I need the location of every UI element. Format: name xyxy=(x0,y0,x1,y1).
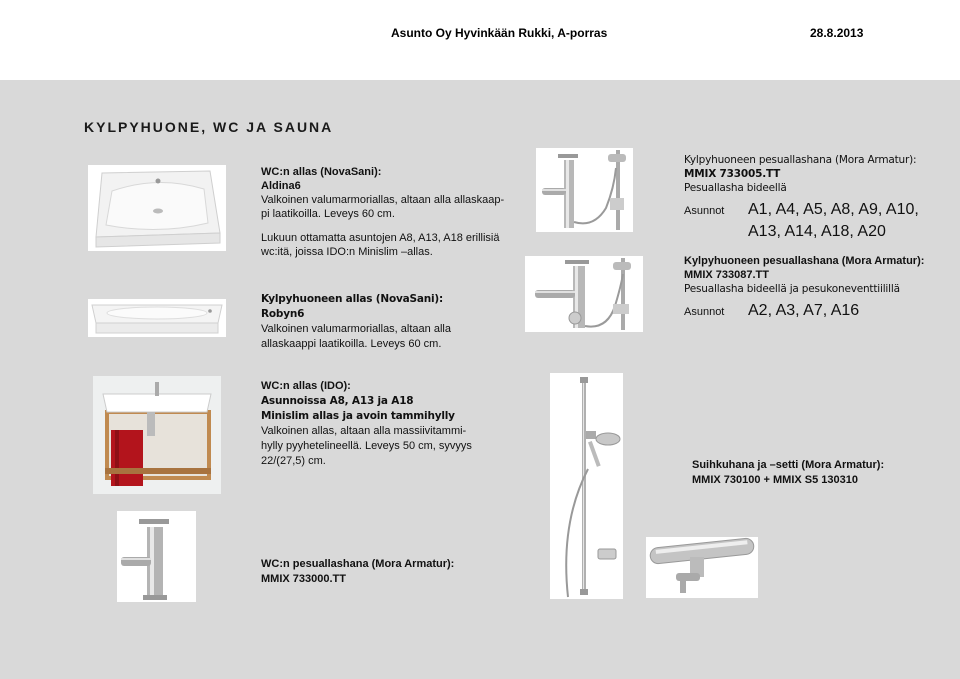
block4-apts: A2, A3, A7, A16 xyxy=(748,302,860,319)
company-name: Asunto Oy Hyvinkään Rukki, A-porras xyxy=(391,26,608,40)
block1-desc1: Valkoinen valumarmoriallas, altaan alla allaskaap- xyxy=(261,194,505,206)
block3-apt-label: Asunnot xyxy=(684,205,725,217)
block1-model: Aldina6 xyxy=(261,180,301,192)
block5-desc2: hylly pyyhetelineellä. Leveys 50 cm, syvyys xyxy=(261,440,472,452)
block2-desc1: Valkoinen valumarmoriallas, altaan alla xyxy=(261,323,451,335)
block3-desc: Pesuallasha bideellä xyxy=(684,182,787,194)
block7-model: MMIX 733000.TT xyxy=(261,573,346,585)
block3-apts1: A1, A4, A5, A8, A9, A10, xyxy=(748,201,919,218)
faucet-bidet-image xyxy=(536,148,633,232)
wc-basin-novasani-text xyxy=(261,165,521,259)
shower-set-image xyxy=(550,373,623,599)
block4-apt-label: Asunnot xyxy=(684,306,725,318)
shower-set-text xyxy=(692,458,952,488)
block5-line1: Asunnoissa A8, A13 ja A18 xyxy=(261,395,414,407)
block1-desc2: pi laatikoilla. Leveys 60 cm. xyxy=(261,208,395,220)
faucet-bidet-valve-image xyxy=(525,256,643,332)
block3-title: Kylpyhuoneen pesuallashana (Mora Armatur): xyxy=(684,154,917,166)
block2-title: Kylpyhuoneen allas (NovaSani): xyxy=(261,293,444,305)
block4-title: Kylpyhuoneen pesuallashana (Mora Armatur): xyxy=(684,255,925,267)
block3-apts2: A13, A14, A18, A20 xyxy=(748,223,886,240)
thermostatic-mixer-image xyxy=(646,537,758,598)
document-date: 28.8.2013 xyxy=(810,26,864,40)
block1-note1: Lukuun ottamatta asuntojen A8, A13, A18 erillisiä xyxy=(261,232,500,244)
aldina-basin-image xyxy=(88,165,226,251)
block5-line2: Minislim allas ja avoin tammihylly xyxy=(261,410,455,422)
wc-faucet-image xyxy=(117,511,196,602)
block6-title: Suihkuhana ja –setti (Mora Armatur): xyxy=(692,459,885,471)
robyn-basin-image xyxy=(88,299,226,337)
minislim-basin-image xyxy=(93,376,221,494)
bathroom-faucet-733005-text xyxy=(684,153,954,243)
block2-desc2: allaskaappi laatikoilla. Leveys 60 cm. xyxy=(261,338,442,350)
block3-model: MMIX 733005.TT xyxy=(684,168,781,180)
block1-title: WC:n allas (NovaSani): xyxy=(261,166,382,178)
block2-model: Robyn6 xyxy=(261,308,305,320)
bathroom-faucet-733087-text xyxy=(684,254,954,322)
block4-model: MMIX 733087.TT xyxy=(684,269,769,281)
block7-title: WC:n pesuallashana (Mora Armatur): xyxy=(261,558,455,570)
block5-desc3: 22/(27,5) cm. xyxy=(261,455,326,467)
wc-basin-ido-text xyxy=(261,379,521,469)
block1-note2: wc:itä, joissa IDO:n Minislim –allas. xyxy=(261,246,433,258)
bathroom-basin-novasani-text xyxy=(261,292,521,352)
block5-title: WC:n allas (IDO): xyxy=(261,380,351,392)
block5-desc1: Valkoinen allas, altaan alla massiivitammi- xyxy=(261,425,467,437)
page-header xyxy=(0,0,960,80)
block6-model: MMIX 730100 + MMIX S5 130310 xyxy=(692,474,859,486)
section-title: KYLPYHUONE, WC JA SAUNA xyxy=(84,119,334,135)
wc-faucet-text xyxy=(261,557,521,587)
block4-desc: Pesuallasha bideellä ja pesukoneventtiilillä xyxy=(684,283,900,295)
